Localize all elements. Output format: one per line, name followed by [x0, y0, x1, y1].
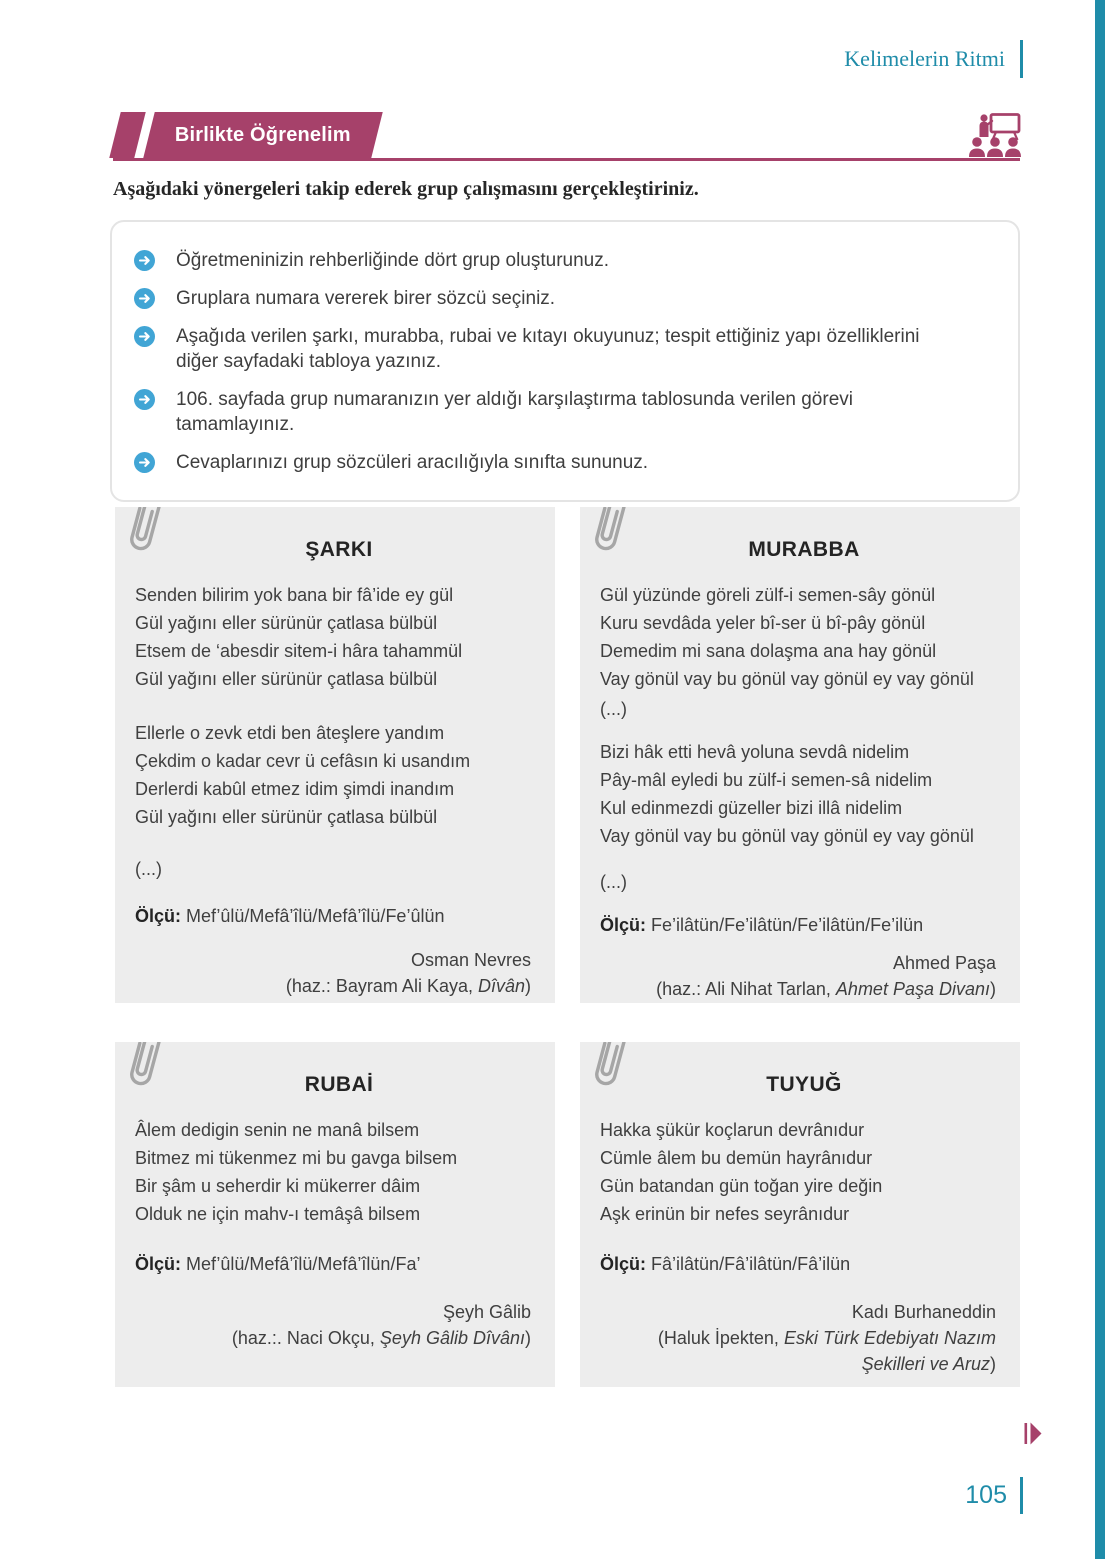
poem-card-murabba: [580, 507, 1020, 1003]
meter-label: Ölçü:: [135, 906, 182, 926]
intro-line: Aşağıdaki yönergeleri takip ederek grup çalışmasını gerçekleştiriniz.: [113, 178, 699, 200]
poem-line: Bir şâm u seherdir ki mükerrer dâim: [135, 1176, 421, 1196]
source-prefix: (haz.:. Naci Okçu,: [231, 1328, 380, 1348]
poem-line: Olduk ne için mahv-ı temâşâ bilsem: [135, 1204, 421, 1224]
section-banner: [113, 112, 1020, 162]
poem-line: Gül yağını eller sürünür çatlasa bülbül: [135, 613, 438, 633]
poem-author: Kadı Burhaneddin: [851, 1302, 996, 1322]
meter-value: Mef’ûlü/Mefâ’îlü/Mefâ’îlü/Fe’ûlün: [186, 906, 445, 926]
poem-card-tuyug: [580, 1042, 1020, 1387]
stanza: [600, 581, 1008, 693]
instruction-text: Cevaplarınızı grup sözcüleri aracılığıyla sınıfta sununuz.: [176, 452, 649, 473]
source-prefix: (Haluk İpekten,: [657, 1328, 784, 1348]
source-title: Dîvân: [477, 976, 525, 996]
poem-line: Pây-mâl eyledi bu zülf-i semen-sâ nidelim: [600, 770, 933, 790]
source-suffix: ): [990, 979, 996, 999]
chapter-title: Kelimelerin Ritmi: [844, 46, 1005, 71]
poem-line: Demedim mi sana dolaşma ana hay gönül: [600, 641, 937, 661]
chapter-header: [844, 40, 1023, 78]
arrow-right-icon: [134, 250, 155, 271]
source-prefix: (haz.: Ali Nihat Tarlan,: [656, 979, 836, 999]
poem-source: [640, 976, 996, 1002]
poem-source: [175, 1325, 531, 1351]
source-suffix: ): [990, 1354, 996, 1374]
arrow-right-icon: [134, 389, 155, 410]
poem-line: Bizi hâk etti hevâ yoluna sevdâ nidelim: [600, 742, 910, 762]
stanza: [135, 1116, 543, 1228]
poem-line: Vay gönül vay bu gönül vay gönül ey vay gönül: [600, 669, 974, 689]
meter-value: Fe’ilâtün/Fe’ilâtün/Fe’ilâtün/Fe’ilün: [651, 915, 924, 935]
poem-line: Gül yağını eller sürünür çatlasa bülbül: [135, 807, 438, 827]
source-title: Eski Türk Edebiyatı Nazım Şekilleri ve Aruz: [783, 1328, 996, 1374]
poem-card-rubai: [115, 1042, 555, 1387]
poem-line: Kul edinmezdi güzeller bizi illâ nidelim: [600, 798, 903, 818]
stanza: [135, 581, 543, 693]
poem-author: Şeyh Gâlib: [442, 1302, 531, 1322]
attribution: [135, 1299, 543, 1351]
arrow-right-icon: [134, 452, 155, 473]
poem-line: Gül yüzünde göreli zülf-i semen-sây gönül: [600, 585, 936, 605]
poem-title: TUYUĞ: [766, 1073, 842, 1096]
meter-line: [135, 904, 543, 929]
banner-label: Birlikte Öğrenelim: [175, 123, 351, 146]
meter-line: [600, 1252, 1008, 1277]
attribution: [600, 1299, 1008, 1377]
attribution: [135, 947, 543, 999]
meter-label: Ölçü:: [600, 915, 647, 935]
chapter-divider-line: [1020, 40, 1023, 78]
poem-line: Gün batandan gün toğan yire değin: [600, 1176, 883, 1196]
instruction-item: [134, 248, 952, 273]
page-edge-bar: [1095, 0, 1105, 1559]
stanza: [600, 738, 1008, 850]
poem-card-sarki: [115, 507, 555, 1003]
arrow-right-icon: [134, 326, 155, 347]
poem-line: Hakka şükür koçlarun devrânıdur: [600, 1120, 865, 1140]
instruction-text: Öğretmeninizin rehberliğinde dört grup oluşturunuz.: [176, 250, 610, 271]
poem-line: Aşk erinün bir nefes seyrânıdur: [600, 1204, 850, 1224]
page-number-divider: [1020, 1477, 1023, 1514]
banner-accent-chip: [109, 112, 145, 158]
source-title: Ahmet Paşa Divanı: [835, 979, 990, 999]
poem-line: Etsem de ‘abesdir sitem-i hâra tahammül: [135, 641, 463, 661]
ellipsis-marker: (...): [600, 872, 627, 892]
poem-line: Âlem dedigin senin ne manâ bilsem: [135, 1120, 420, 1140]
poem-line: Gül yağını eller sürünür çatlasa bülbül: [135, 669, 438, 689]
classroom-presentation-icon: [968, 113, 1022, 157]
source-suffix: ): [525, 976, 531, 996]
stanza: [600, 1116, 1008, 1228]
ellipsis-marker: (...): [135, 859, 162, 879]
poem-cards: [115, 507, 1020, 1387]
stanza: [135, 719, 543, 831]
source-prefix: (haz.: Bayram Ali Kaya,: [285, 976, 478, 996]
page-number: 105: [965, 1481, 1007, 1509]
meter-line: [135, 1252, 543, 1277]
poem-line: Ellerle o zevk etdi ben âteşlere yandım: [135, 723, 445, 743]
instruction-text: Gruplara numara vererek birer sözcü seçiniz.: [176, 288, 556, 309]
poem-line: Bitmez mi tükenmez mi bu gavga bilsem: [135, 1148, 458, 1168]
poem-line: Çekdim o kadar cevr ü cefâsın ki usandım: [135, 751, 471, 771]
next-page-marker-icon: [1024, 1422, 1042, 1445]
meter-value: Mef’ûlü/Mefâ’îlü/Mefâ’îlün/Fa’: [186, 1254, 421, 1274]
poem-source: [640, 1325, 996, 1377]
instruction-item: [134, 450, 952, 475]
poem-line: Kuru sevdâda yeler bî-ser ü bî-pây gönül: [600, 613, 926, 633]
poem-author: Osman Nevres: [410, 950, 531, 970]
poem-source: [175, 973, 531, 999]
attribution: [600, 950, 1008, 1002]
banner-rule: [113, 158, 1020, 161]
poem-title: ŞARKI: [305, 538, 373, 561]
poem-line: Cümle âlem bu demün hayrânıdur: [600, 1148, 873, 1168]
instruction-item: [134, 286, 952, 311]
instruction-item: [134, 387, 952, 437]
poem-line: Senden bilirim yok bana bir fâ’ide ey gül: [135, 585, 454, 605]
instruction-text: 106. sayfada grup numaranızın yer aldığı karşılaştırma tablosunda verilen görevi tamamlayınız.: [176, 389, 853, 435]
meter-value: Fâ’ilâtün/Fâ’ilâtün/Fâ’ilün: [651, 1254, 851, 1274]
meter-label: Ölçü:: [135, 1254, 182, 1274]
ellipsis-marker: (...): [600, 699, 627, 719]
meter-line: [600, 913, 1008, 938]
page-number-block: [965, 1477, 1023, 1514]
banner-tab: [143, 112, 382, 158]
arrow-right-icon: [134, 288, 155, 309]
poem-line: Vay gönül vay bu gönül vay gönül ey vay gönül: [600, 826, 974, 846]
instructions-box: [110, 220, 1020, 502]
meter-label: Ölçü:: [600, 1254, 647, 1274]
instruction-text: Aşağıda verilen şarkı, murabba, rubai ve kıtayı okuyunuz; tespit ettiğiniz yapı özelliklerini diğer sayfadaki tabloya yazınız.: [176, 326, 920, 372]
source-title: Şeyh Gâlib Dîvânı: [379, 1328, 525, 1348]
source-suffix: ): [525, 1328, 531, 1348]
poem-author: Ahmed Paşa: [892, 953, 996, 973]
poem-title: MURABBA: [748, 538, 860, 561]
instruction-item: [134, 324, 952, 374]
poem-title: RUBAİ: [304, 1073, 374, 1096]
poem-line: Derlerdi kabûl etmez idim şimdi inandım: [135, 779, 455, 799]
